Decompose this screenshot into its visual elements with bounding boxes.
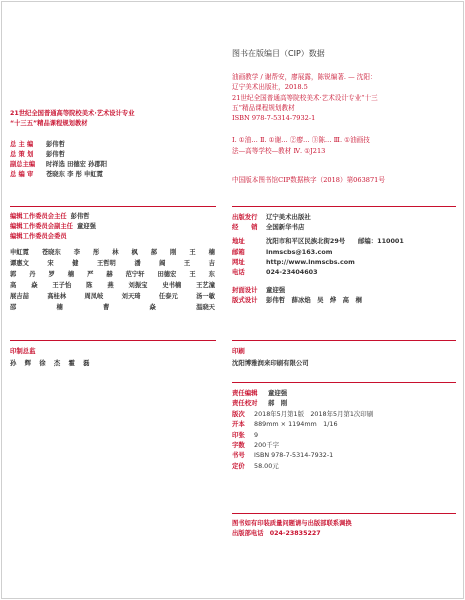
member-name: 周凤岐: [84, 293, 104, 300]
editor-value: 彭伟哲: [46, 141, 65, 148]
member-name: 曹: [103, 304, 110, 311]
edition-value: ISBN 978-7-5314-7932-1: [254, 451, 334, 460]
edition-label: 书号: [232, 451, 245, 460]
edition-details: [232, 388, 373, 471]
design-label: 封面设计: [232, 286, 258, 295]
member-name: 邵: [10, 304, 17, 311]
design-label: 版式设计: [232, 296, 258, 305]
member-name: 潘: [134, 260, 141, 267]
divider: [232, 513, 456, 514]
edition-label: 印张: [232, 430, 245, 439]
editor-row: [10, 150, 107, 160]
committee-members: [10, 247, 215, 313]
editor-label: 总 编 审: [10, 171, 34, 178]
contact-row: [232, 257, 404, 267]
publisher-label: 经 销: [232, 223, 258, 232]
committee-chair-label: 编辑工作委员会主任: [10, 213, 67, 220]
edition-row: [232, 409, 373, 419]
publisher-value: 全国新华书店: [266, 223, 305, 232]
edition-row: [232, 440, 373, 450]
edition-value: 889mm × 1194mm 1/16: [254, 420, 338, 429]
member-name: 赫: [106, 271, 113, 278]
edition-value: 9: [254, 430, 259, 439]
member-name: 刘振宝: [128, 282, 148, 289]
member-name: 温晓天: [196, 304, 215, 311]
member-name: 苍晓东: [41, 249, 61, 256]
edition-label: 责任校对: [232, 399, 258, 408]
member-name: 刘天琦: [121, 293, 141, 300]
cip-line: 辽宁美术出版社，2018.5: [232, 83, 308, 92]
edition-label: 定价: [232, 461, 245, 470]
member-name: 焱: [149, 304, 156, 311]
design-value: 彭伟哲 薛冰焰 吴 烨 高 桐: [266, 296, 362, 305]
divider: [232, 340, 456, 341]
contact-value: 024-23404603: [266, 268, 318, 277]
member-name: 阔: [159, 260, 166, 267]
member-name: 郭: [10, 271, 17, 278]
quality-notice: [232, 519, 352, 540]
member-name: 王: [189, 249, 196, 256]
notice-line: 图书如有印装质量问题请与出版部联系调换: [232, 520, 352, 527]
member-name: 楠: [67, 271, 75, 278]
editor-value: 彭伟哲: [46, 151, 65, 158]
member-name: 林: [112, 249, 119, 256]
member-row: [10, 258, 215, 269]
design-value: 童迎强: [266, 286, 286, 295]
member-name: 严: [87, 271, 94, 278]
cip-footer: 中国版本图书馆CIP数据核字（2018）第063871号: [232, 176, 385, 184]
divider: [232, 382, 456, 383]
member-name: 王: [183, 260, 191, 267]
member-name: 高: [10, 282, 17, 289]
member-name: 申虹霓: [10, 249, 29, 256]
publisher-row: [232, 222, 404, 232]
member-name: 郝: [150, 249, 158, 256]
member-name: 展吉喆: [10, 293, 29, 300]
member-row: [10, 269, 215, 280]
member-name: 宋: [47, 260, 54, 267]
member-name: 陈: [86, 282, 93, 289]
edition-row: [232, 419, 373, 429]
series-title: [10, 109, 220, 129]
member-name: 吉: [208, 260, 215, 267]
member-name: 王哲明: [96, 260, 116, 267]
editors-list: [10, 140, 107, 180]
member-name: 枫: [131, 249, 138, 256]
member-name: 健: [72, 260, 79, 267]
contact-row: [232, 267, 404, 277]
member-name: 王: [189, 271, 196, 278]
member-name: 罗: [48, 271, 55, 278]
contact-label: 邮箱: [232, 247, 245, 256]
cip-line: 法—高等学校—教材 Ⅳ. ①J213: [232, 146, 326, 155]
editor-row: [10, 170, 107, 180]
cip-line: 油画教学 / 谢帮安，廖展露，陈锐编著. — 沈阳：: [232, 73, 377, 81]
contact-row: [232, 247, 404, 257]
design-row: [232, 295, 404, 305]
editor-label: 副总主编: [10, 161, 36, 168]
editor-value: 时祥选 田德宏 孙郡阳: [46, 161, 108, 168]
printing-label: 印刷: [232, 347, 245, 355]
divider: [232, 206, 456, 207]
member-row: [10, 280, 215, 291]
member-row: [10, 291, 215, 302]
cip-line: ISBN 978-7-5314-7932-1: [232, 114, 316, 123]
member-name: 彤: [92, 249, 100, 256]
member-name: 范宁轩: [125, 271, 145, 278]
publisher-block: [232, 212, 404, 306]
edition-row: [232, 388, 373, 398]
committee: [10, 212, 96, 242]
edition-row: [232, 398, 373, 408]
member-name: 田德宏: [157, 271, 177, 278]
contact-value: http://www.lnmscbs.com: [266, 257, 355, 266]
committee-vice: 童迎强: [76, 223, 96, 230]
editor-row: [10, 160, 107, 170]
contact-label: 网址: [232, 257, 245, 266]
contact-value: 沈阳市和平区民族北街29号 邮编：110001: [266, 237, 404, 246]
edition-row: [232, 450, 373, 460]
edition-label: 责任编辑: [232, 389, 258, 397]
edition-label: 版次: [232, 409, 245, 418]
member-name: 东: [208, 271, 215, 278]
edition-row: [232, 430, 373, 440]
editor-label: 总 策 划: [10, 151, 34, 158]
edition-value: 58.00元: [254, 461, 279, 470]
edition-value: 2018年5月第1版 2018年5月第1次印刷: [254, 409, 374, 418]
print-supervision-label: 印制总监: [10, 347, 36, 355]
divider: [10, 206, 216, 207]
cip-line: Ⅰ. ①油… Ⅱ. ①谢… ②廖… ③陈… Ⅲ. ①油画技: [232, 136, 370, 145]
edition-row: [232, 461, 373, 471]
design-row: [232, 285, 404, 295]
member-row: [10, 247, 215, 258]
cip-line: 21世纪全国普通高等院校美术·艺术设计专业“十三: [232, 93, 378, 102]
series-line: “十三五”精品课程规划教材: [10, 120, 88, 127]
contact-row: [232, 236, 404, 246]
publisher-value: 辽宁美术出版社: [266, 213, 311, 221]
member-name: 楠: [208, 249, 215, 256]
member-name: 丹: [29, 271, 36, 278]
cip-title: 图书在版编目（CIP）数据: [232, 49, 325, 58]
member-name: 楠: [56, 304, 63, 311]
member-name: 史书楠: [162, 282, 182, 289]
contact-label: 电话: [232, 268, 245, 277]
edition-value: 童迎强: [268, 389, 288, 397]
committee-chair: 彭伟哲: [70, 213, 90, 220]
member-name: 高桂林: [47, 293, 67, 300]
committee-chair-row: [10, 212, 96, 222]
edition-label: 字数: [232, 441, 245, 450]
committee-vice-row: [10, 222, 96, 232]
committee-members-row: [10, 232, 96, 242]
edition-label: 开本: [232, 420, 245, 429]
divider: [10, 340, 216, 341]
member-name: 汤一敏: [196, 293, 215, 300]
editor-value: 苍晓东 李 彤 申虹霓: [46, 171, 103, 178]
editor-row: [10, 140, 107, 150]
cip-body: [232, 72, 457, 156]
edition-value: 郝 刚: [268, 399, 288, 408]
notice-line: 出版部电话 024-23835227: [232, 530, 321, 538]
edition-value: 200千字: [254, 441, 279, 450]
member-name: 燕: [107, 282, 114, 289]
contact-label: 地址: [232, 237, 245, 246]
member-name: 王子怡: [52, 282, 72, 289]
member-row: [10, 302, 215, 313]
committee-vice-label: 编辑工作委员会副主任: [10, 223, 73, 230]
printing-value: 沈阳博雅润来印刷有限公司: [232, 359, 309, 367]
committee-members-label: 编辑工作委员会委员: [10, 233, 67, 240]
member-name: 李: [73, 249, 81, 256]
member-name: 刚: [170, 249, 177, 256]
publisher-row: [232, 212, 404, 222]
member-name: 任泰元: [158, 293, 178, 300]
publisher-label: 出版发行: [232, 213, 258, 221]
member-name: 焱: [31, 282, 38, 289]
member-name: 王艺潼: [196, 282, 215, 289]
contact-value: lnmscbs@163.com: [266, 247, 333, 256]
member-name: 谭惠文: [10, 260, 29, 267]
print-supervision-value: 孙 辉 徐 杰 霍 磊: [10, 359, 90, 367]
series-line: 21世纪全国普通高等院校美术·艺术设计专业: [10, 110, 135, 117]
cip-line: 五”精品课程规划教材: [232, 103, 295, 112]
editor-label: 总 主 编: [10, 141, 34, 148]
